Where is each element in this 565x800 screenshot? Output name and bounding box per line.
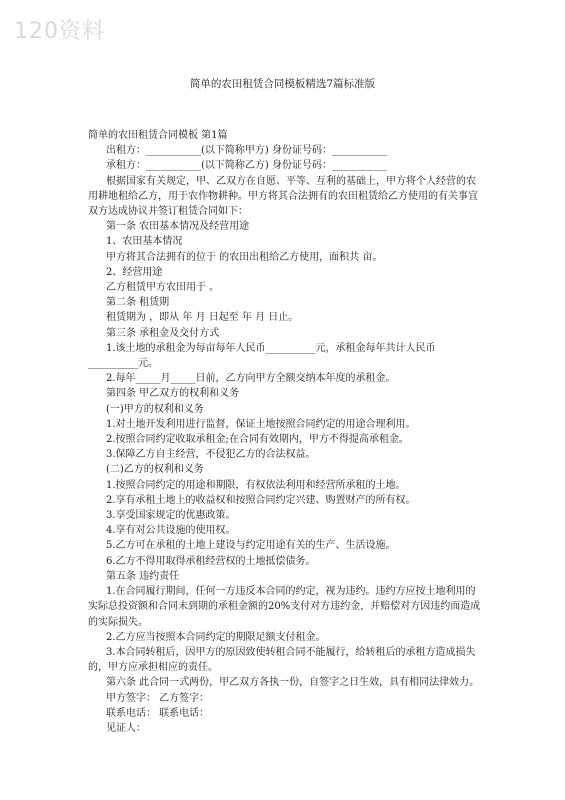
paragraph: (二)乙方的权利和义务 <box>106 464 204 476</box>
paragraph: 根据国家有关规定，甲、乙双方在自愿、平等、互利的基础上，甲方将个人经营的农用耕地租给乙方，用于农作物耕种。甲方将其合法拥有的农田租赁给乙方使用的有关事宜双方达成协议并签订租赁合同如下： <box>88 175 478 218</box>
paragraph: 乙方租赁甲方农田用于 。 <box>106 282 220 294</box>
paragraph: 2、经营用途 <box>106 266 163 278</box>
paragraph: 简单的农田租赁合同模板 第1篇 <box>88 130 228 141</box>
paragraph: 1、农田基本情况 <box>106 236 183 248</box>
paragraph: 第三条 承租金及交付方式 <box>106 327 220 339</box>
paragraph: 5.乙方可在承租的土地上建设与约定用途有关的生产、生活设施。 <box>106 540 396 552</box>
paragraph: 第四条 甲乙双方的权利和义务 <box>106 388 240 400</box>
paragraph: 见证人： <box>106 722 146 734</box>
paragraph: 2.乙方应当按照本合同约定的期限足额支付租金。 <box>106 631 326 643</box>
paragraph: 第二条 租赁期 <box>106 297 170 309</box>
paragraph: 1.在合同履行期间，任何一方违反本合同的约定，视为违约。违约方应按土地利用的实际总投资额和合同未到期的承租金额的20%支付对方违约金，并赔偿对方因违约而造成的实际损失。 <box>88 586 481 628</box>
paragraph: (一)甲方的权利和义务 <box>106 403 204 415</box>
paragraph: 甲方将其合法拥有的位于 的农田出租给乙方使用，面积共 亩。 <box>106 251 383 263</box>
paragraph: 1.该土地的承租金为每亩每年人民币__________元，承租金每年共计人民币__________元。 <box>88 342 436 370</box>
paragraph: 3.保障乙方自主经营，不侵犯乙方的合法权益。 <box>106 449 316 461</box>
paragraph: 联系电话： 联系电话： <box>106 707 210 719</box>
paragraph: 4.享有对公共设施的使用权。 <box>106 525 236 537</box>
paragraph: 2.享有承租土地上的收益权和按照合同约定兴建、购置财产的所有权。 <box>106 494 416 506</box>
paragraph: 6.乙方不得用取得承租经营权的土地抵偿债务。 <box>106 555 316 567</box>
paragraph: 第六条 此合同一式两份，甲乙双方各执一份，自签字之日生效，具有相同法律效力。 <box>106 677 480 689</box>
paragraph: 出租方：___________(以下简称甲方) 身份证号码：___________ <box>106 145 387 157</box>
watermark-logo: 120资料 <box>14 19 105 44</box>
paragraph: 2.每年_____月_____日前，乙方向甲方全额交纳本年度的承租金。 <box>106 373 396 385</box>
paragraph: 2.按照合同约定收取承租金;在合同有效期内，甲方不得提高承租金。 <box>106 434 409 446</box>
paragraph: 3.本合同转租后，因甲方的原因致使转租合同不能履行，给转租后的承租方造成损失的，甲方应承担相应的责任。 <box>88 646 476 674</box>
paragraph: 1.对土地开发利用进行监督，保证土地按照合同约定的用途合理利用。 <box>106 418 416 430</box>
paragraph: 承租方：___________(以下简称乙方) 身份证号码：___________ <box>106 160 387 172</box>
paragraph: 租赁期为 ，即从 年 月 日起至 年 月 日止。 <box>106 312 299 324</box>
document-title: 简单的农田租赁合同模板精选7篇标准版 <box>189 78 376 90</box>
document-body <box>88 128 483 736</box>
paragraph: 甲方签字： 乙方签字： <box>106 692 210 704</box>
paragraph: 1.按照合同约定的用途和期限，有权依法利用和经营所承租的土地。 <box>106 479 406 491</box>
paragraph: 第一条 农田基本情况及经营用途 <box>106 221 250 233</box>
paragraph: 第五条 违约责任 <box>106 570 180 582</box>
paragraph: 3.享受国家规定的优惠政策。 <box>106 510 236 522</box>
